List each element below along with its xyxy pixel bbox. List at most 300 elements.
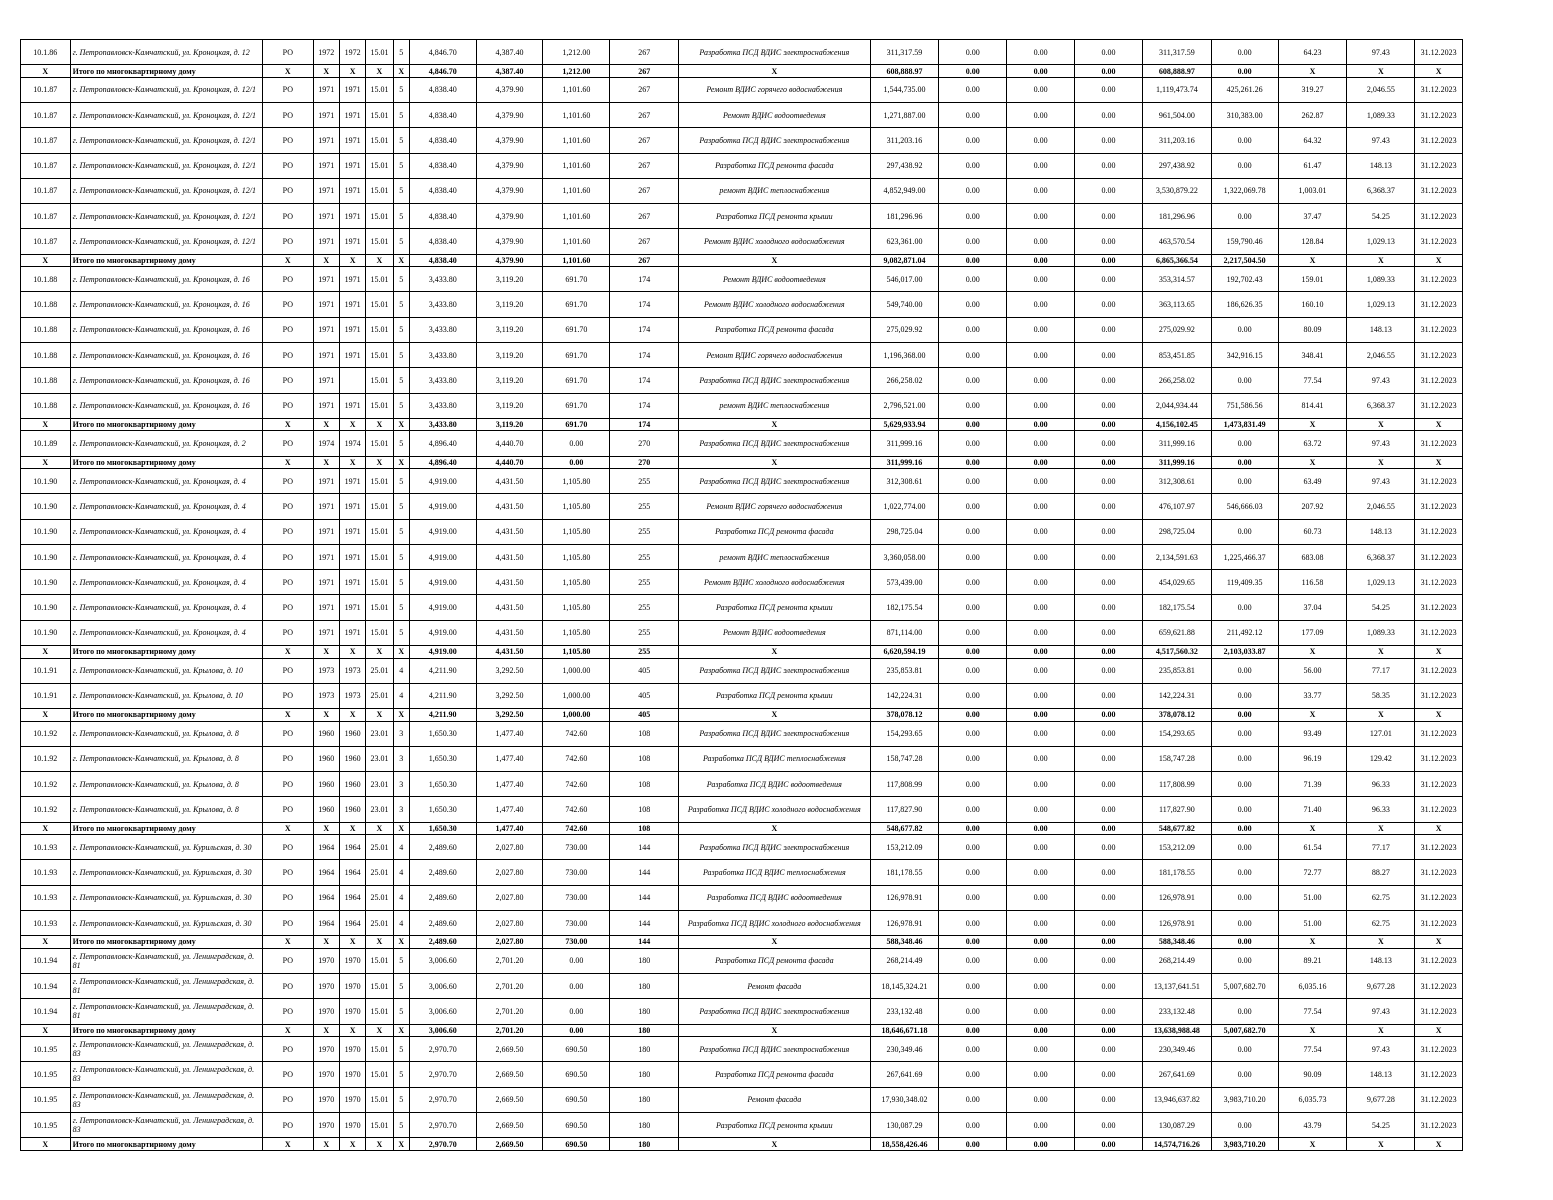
address-cell: г. Петропавловск-Камчатский, ул. Кроноцкая, д. 4 xyxy=(70,494,262,519)
total-row xyxy=(21,1024,1463,1037)
max-unit-cost-cell: 6,368.37 xyxy=(1347,178,1415,203)
deadline-cell: 31.12.2023 xyxy=(1415,797,1463,822)
fund-other-cell: 2,217,504.50 xyxy=(1211,254,1278,267)
total-area-cell: 2,970.70 xyxy=(409,1062,476,1087)
cost-cell: 311,999.16 xyxy=(870,456,939,469)
living-area-cell: 2,669.50 xyxy=(476,1037,543,1062)
unit-cost-cell: 61.47 xyxy=(1278,153,1347,178)
commission-year-cell: 1970 xyxy=(339,1037,365,1062)
deadline-cell: 31.12.2023 xyxy=(1415,292,1463,317)
total-area-cell: 4,896.40 xyxy=(409,456,476,469)
living-area-cell: 3,119.20 xyxy=(476,267,543,292)
fund-1-cell: 0.00 xyxy=(939,40,1007,65)
unit-cost-cell: 37.04 xyxy=(1278,595,1347,620)
address-cell: г. Петропавловск-Камчатский, ул. Кроноцкая, д. 4 xyxy=(70,544,262,569)
wear-date-cell: X xyxy=(366,936,393,949)
owner-type-cell: РО xyxy=(263,494,314,519)
nonliving-area-cell: 1,105.80 xyxy=(543,645,610,658)
nonliving-area-cell: 742.60 xyxy=(543,797,610,822)
floors-cell: 5 xyxy=(393,342,409,367)
wear-date-cell: 25.01 xyxy=(366,860,393,885)
fund-owners-cell: 117,827.90 xyxy=(1142,797,1211,822)
table-row xyxy=(21,342,1463,367)
address-cell: г. Петропавловск-Камчатский, ул. Курильская, д. 30 xyxy=(70,860,262,885)
commission-year-cell: 1970 xyxy=(339,1112,365,1137)
max-unit-cost-cell: 6,368.37 xyxy=(1347,393,1415,418)
cost-cell: 142,224.31 xyxy=(870,683,939,708)
owner-type-cell: X xyxy=(263,254,314,267)
fund-2-cell: 0.00 xyxy=(1007,103,1075,128)
wear-date-cell: X xyxy=(366,456,393,469)
row-number-cell: 10.1.90 xyxy=(21,570,71,595)
fund-2-cell: 0.00 xyxy=(1007,317,1075,342)
owner-type-cell: РО xyxy=(263,368,314,393)
nonliving-area-cell: 1,101.60 xyxy=(543,254,610,267)
address-cell: г. Петропавловск-Камчатский, ул. Кроноцкая, д. 12/1 xyxy=(70,204,262,229)
row-number-cell: 10.1.87 xyxy=(21,204,71,229)
fund-3-cell: 0.00 xyxy=(1075,1087,1143,1112)
row-number-cell: X xyxy=(21,936,71,949)
fund-3-cell: 0.00 xyxy=(1075,456,1143,469)
commission-year-cell: 1971 xyxy=(339,229,365,254)
work-type-cell: ремонт ВДИС теплоснабжения xyxy=(679,393,870,418)
wear-date-cell: 15.01 xyxy=(366,153,393,178)
deadline-cell: 31.12.2023 xyxy=(1415,77,1463,102)
fund-2-cell: 0.00 xyxy=(1007,519,1075,544)
fund-owners-cell: 182,175.54 xyxy=(1142,595,1211,620)
row-number-cell: 10.1.90 xyxy=(21,544,71,569)
fund-2-cell: 0.00 xyxy=(1007,683,1075,708)
build-year-cell: 1971 xyxy=(313,620,339,645)
build-year-cell: X xyxy=(313,456,339,469)
total-area-cell: 3,006.60 xyxy=(409,1024,476,1037)
total-area-cell: 2,970.70 xyxy=(409,1138,476,1151)
living-area-cell: 3,119.20 xyxy=(476,368,543,393)
owner-type-cell: РО xyxy=(263,267,314,292)
nonliving-area-cell: 1,101.60 xyxy=(543,128,610,153)
residents-cell: 255 xyxy=(610,519,679,544)
work-type-cell: Разработка ПСД ВДИС электроснабжения xyxy=(679,128,870,153)
wear-date-cell: 15.01 xyxy=(366,292,393,317)
fund-1-cell: 0.00 xyxy=(939,317,1007,342)
fund-owners-cell: 267,641.69 xyxy=(1142,1062,1211,1087)
build-year-cell: 1971 xyxy=(313,178,339,203)
table-row xyxy=(21,368,1463,393)
living-area-cell: 3,119.20 xyxy=(476,292,543,317)
deadline-cell: 31.12.2023 xyxy=(1415,885,1463,910)
fund-2-cell: 0.00 xyxy=(1007,974,1075,999)
total-area-cell: 4,919.00 xyxy=(409,469,476,494)
address-cell: г. Петропавловск-Камчатский, ул. Курильская, д. 30 xyxy=(70,835,262,860)
commission-year-cell: 1964 xyxy=(339,835,365,860)
living-area-cell: 4,440.70 xyxy=(476,431,543,456)
owner-type-cell: РО xyxy=(263,544,314,569)
fund-owners-cell: 268,214.49 xyxy=(1142,948,1211,973)
total-area-cell: 3,433.80 xyxy=(409,317,476,342)
work-type-cell: X xyxy=(679,418,870,431)
owner-type-cell: РО xyxy=(263,910,314,935)
fund-3-cell: 0.00 xyxy=(1075,544,1143,569)
work-type-cell: Разработка ПСД ремонта крыши xyxy=(679,683,870,708)
total-area-cell: 1,650.30 xyxy=(409,797,476,822)
fund-1-cell: 0.00 xyxy=(939,709,1007,722)
fund-2-cell: 0.00 xyxy=(1007,772,1075,797)
cost-cell: 268,214.49 xyxy=(870,948,939,973)
owner-type-cell: РО xyxy=(263,595,314,620)
row-number-cell: X xyxy=(21,1138,71,1151)
residents-cell: 270 xyxy=(610,456,679,469)
fund-1-cell: 0.00 xyxy=(939,368,1007,393)
fund-1-cell: 0.00 xyxy=(939,885,1007,910)
nonliving-area-cell: 1,000.00 xyxy=(543,658,610,683)
build-year-cell: X xyxy=(313,65,339,78)
fund-other-cell: 0.00 xyxy=(1211,431,1278,456)
address-cell: г. Петропавловск-Камчатский, ул. Кроноцкая, д. 12/1 xyxy=(70,229,262,254)
commission-year-cell: 1970 xyxy=(339,948,365,973)
wear-date-cell: 15.01 xyxy=(366,368,393,393)
nonliving-area-cell: 690.50 xyxy=(543,1112,610,1137)
floors-cell: 5 xyxy=(393,292,409,317)
fund-other-cell: 751,586.56 xyxy=(1211,393,1278,418)
nonliving-area-cell: 691.70 xyxy=(543,393,610,418)
max-unit-cost-cell: 1,089.33 xyxy=(1347,267,1415,292)
total-area-cell: 3,433.80 xyxy=(409,368,476,393)
deadline-cell: X xyxy=(1415,709,1463,722)
deadline-cell: 31.12.2023 xyxy=(1415,595,1463,620)
wear-date-cell: 15.01 xyxy=(366,317,393,342)
fund-3-cell: 0.00 xyxy=(1075,519,1143,544)
fund-2-cell: 0.00 xyxy=(1007,418,1075,431)
commission-year-cell: 1971 xyxy=(339,595,365,620)
cost-cell: 5,629,933.94 xyxy=(870,418,939,431)
unit-cost-cell: 43.79 xyxy=(1278,1112,1347,1137)
nonliving-area-cell: 730.00 xyxy=(543,885,610,910)
address-cell: г. Петропавловск-Камчатский, ул. Крылова, д. 8 xyxy=(70,797,262,822)
work-type-cell: Разработка ПСД ремонта фасада xyxy=(679,153,870,178)
residents-cell: 255 xyxy=(610,494,679,519)
fund-other-cell: 0.00 xyxy=(1211,40,1278,65)
max-unit-cost-cell: 97.43 xyxy=(1347,128,1415,153)
unit-cost-cell: 177.09 xyxy=(1278,620,1347,645)
floors-cell: 5 xyxy=(393,1087,409,1112)
row-number-cell: X xyxy=(21,65,71,78)
commission-year-cell: X xyxy=(339,709,365,722)
cost-cell: 182,175.54 xyxy=(870,595,939,620)
fund-other-cell: 0.00 xyxy=(1211,936,1278,949)
commission-year-cell: X xyxy=(339,822,365,835)
deadline-cell: 31.12.2023 xyxy=(1415,368,1463,393)
max-unit-cost-cell: 97.43 xyxy=(1347,368,1415,393)
cost-cell: 2,796,521.00 xyxy=(870,393,939,418)
residents-cell: 180 xyxy=(610,1087,679,1112)
max-unit-cost-cell: 2,046.55 xyxy=(1347,77,1415,102)
fund-3-cell: 0.00 xyxy=(1075,418,1143,431)
total-area-cell: 4,846.70 xyxy=(409,65,476,78)
fund-3-cell: 0.00 xyxy=(1075,1112,1143,1137)
fund-other-cell: 0.00 xyxy=(1211,835,1278,860)
commission-year-cell: 1971 xyxy=(339,77,365,102)
cost-cell: 623,361.00 xyxy=(870,229,939,254)
wear-date-cell: X xyxy=(366,418,393,431)
fund-2-cell: 0.00 xyxy=(1007,570,1075,595)
deadline-cell: 31.12.2023 xyxy=(1415,544,1463,569)
address-cell: г. Петропавловск-Камчатский, ул. Крылова, д. 10 xyxy=(70,658,262,683)
residents-cell: 255 xyxy=(610,570,679,595)
wear-date-cell: 15.01 xyxy=(366,544,393,569)
unit-cost-cell: X xyxy=(1278,1024,1347,1037)
unit-cost-cell: 160.10 xyxy=(1278,292,1347,317)
address-cell: г. Петропавловск-Камчатский, ул. Кроноцкая, д. 4 xyxy=(70,519,262,544)
commission-year-cell: 1970 xyxy=(339,999,365,1024)
address-cell: г. Петропавловск-Камчатский, ул. Кроноцкая, д. 16 xyxy=(70,393,262,418)
fund-3-cell: 0.00 xyxy=(1075,683,1143,708)
owner-type-cell: X xyxy=(263,418,314,431)
nonliving-area-cell: 1,105.80 xyxy=(543,570,610,595)
residents-cell: 108 xyxy=(610,822,679,835)
row-number-cell: 10.1.94 xyxy=(21,948,71,973)
living-area-cell: 4,379.90 xyxy=(476,178,543,203)
build-year-cell: X xyxy=(313,822,339,835)
fund-3-cell: 0.00 xyxy=(1075,835,1143,860)
commission-year-cell: 1971 xyxy=(339,292,365,317)
residents-cell: 180 xyxy=(610,1024,679,1037)
deadline-cell: 31.12.2023 xyxy=(1415,128,1463,153)
fund-3-cell: 0.00 xyxy=(1075,469,1143,494)
wear-date-cell: 15.01 xyxy=(366,393,393,418)
fund-3-cell: 0.00 xyxy=(1075,1037,1143,1062)
residents-cell: 267 xyxy=(610,103,679,128)
residents-cell: 180 xyxy=(610,1062,679,1087)
fund-owners-cell: 233,132.48 xyxy=(1142,999,1211,1024)
address-cell: г. Петропавловск-Камчатский, ул. Кроноцкая, д. 12/1 xyxy=(70,103,262,128)
fund-1-cell: 0.00 xyxy=(939,658,1007,683)
fund-other-cell: 0.00 xyxy=(1211,128,1278,153)
fund-other-cell: 0.00 xyxy=(1211,317,1278,342)
work-type-cell: X xyxy=(679,709,870,722)
deadline-cell: 31.12.2023 xyxy=(1415,835,1463,860)
row-number-cell: 10.1.90 xyxy=(21,494,71,519)
cost-cell: 18,646,671.18 xyxy=(870,1024,939,1037)
unit-cost-cell: 6,035.73 xyxy=(1278,1087,1347,1112)
living-area-cell: 3,119.20 xyxy=(476,342,543,367)
fund-3-cell: 0.00 xyxy=(1075,1062,1143,1087)
unit-cost-cell: X xyxy=(1278,645,1347,658)
commission-year-cell: 1964 xyxy=(339,860,365,885)
fund-1-cell: 0.00 xyxy=(939,178,1007,203)
fund-other-cell: 0.00 xyxy=(1211,1037,1278,1062)
build-year-cell: X xyxy=(313,1024,339,1037)
total-area-cell: 1,650.30 xyxy=(409,772,476,797)
total-row xyxy=(21,645,1463,658)
row-number-cell: 10.1.92 xyxy=(21,721,71,746)
residents-cell: 108 xyxy=(610,797,679,822)
owner-type-cell: РО xyxy=(263,103,314,128)
fund-3-cell: 0.00 xyxy=(1075,292,1143,317)
residents-cell: 108 xyxy=(610,746,679,771)
nonliving-area-cell: 690.50 xyxy=(543,1037,610,1062)
floors-cell: 3 xyxy=(393,746,409,771)
floors-cell: X xyxy=(393,709,409,722)
fund-3-cell: 0.00 xyxy=(1075,103,1143,128)
row-number-cell: 10.1.87 xyxy=(21,153,71,178)
floors-cell: 5 xyxy=(393,999,409,1024)
fund-3-cell: 0.00 xyxy=(1075,948,1143,973)
fund-1-cell: 0.00 xyxy=(939,974,1007,999)
unit-cost-cell: 71.39 xyxy=(1278,772,1347,797)
work-type-cell: Разработка ПСД ВДИС теплоснабжения xyxy=(679,860,870,885)
row-number-cell: 10.1.90 xyxy=(21,519,71,544)
fund-3-cell: 0.00 xyxy=(1075,595,1143,620)
max-unit-cost-cell: X xyxy=(1347,822,1415,835)
residents-cell: 108 xyxy=(610,721,679,746)
address-cell: г. Петропавловск-Камчатский, ул. Ленинградская, д. 83 xyxy=(70,1062,262,1087)
fund-other-cell: 0.00 xyxy=(1211,709,1278,722)
residents-cell: 267 xyxy=(610,254,679,267)
deadline-cell: 31.12.2023 xyxy=(1415,317,1463,342)
table-row xyxy=(21,103,1463,128)
cost-cell: 3,360,058.00 xyxy=(870,544,939,569)
address-cell: г. Петропавловск-Камчатский, ул. Кроноцкая, д. 12/1 xyxy=(70,128,262,153)
fund-other-cell: 1,473,831.49 xyxy=(1211,418,1278,431)
fund-other-cell: 342,916.15 xyxy=(1211,342,1278,367)
floors-cell: 5 xyxy=(393,153,409,178)
fund-2-cell: 0.00 xyxy=(1007,153,1075,178)
row-number-cell: 10.1.95 xyxy=(21,1037,71,1062)
floors-cell: 4 xyxy=(393,683,409,708)
wear-date-cell: 15.01 xyxy=(366,999,393,1024)
build-year-cell: 1971 xyxy=(313,229,339,254)
wear-date-cell: 15.01 xyxy=(366,1112,393,1137)
wear-date-cell: 15.01 xyxy=(366,77,393,102)
work-type-cell: Разработка ПСД ВДИС электроснабжения xyxy=(679,835,870,860)
fund-owners-cell: 311,999.16 xyxy=(1142,431,1211,456)
build-year-cell: 1971 xyxy=(313,292,339,317)
total-area-cell: 1,650.30 xyxy=(409,746,476,771)
total-area-cell: 3,433.80 xyxy=(409,393,476,418)
unit-cost-cell: 93.49 xyxy=(1278,721,1347,746)
fund-1-cell: 0.00 xyxy=(939,204,1007,229)
floors-cell: 4 xyxy=(393,860,409,885)
commission-year-cell: 1971 xyxy=(339,103,365,128)
work-type-cell: Разработка ПСД ремонта крыши xyxy=(679,595,870,620)
work-type-cell: X xyxy=(679,1024,870,1037)
build-year-cell: 1964 xyxy=(313,910,339,935)
table-row xyxy=(21,1037,1463,1062)
residents-cell: 174 xyxy=(610,317,679,342)
build-year-cell: 1964 xyxy=(313,835,339,860)
fund-2-cell: 0.00 xyxy=(1007,658,1075,683)
table-row xyxy=(21,267,1463,292)
total-area-cell: 3,433.80 xyxy=(409,342,476,367)
table-row xyxy=(21,595,1463,620)
fund-1-cell: 0.00 xyxy=(939,910,1007,935)
cost-cell: 154,293.65 xyxy=(870,721,939,746)
max-unit-cost-cell: X xyxy=(1347,254,1415,267)
wear-date-cell: 15.01 xyxy=(366,469,393,494)
nonliving-area-cell: 0.00 xyxy=(543,974,610,999)
fund-3-cell: 0.00 xyxy=(1075,822,1143,835)
max-unit-cost-cell: 97.43 xyxy=(1347,40,1415,65)
commission-year-cell: 1971 xyxy=(339,204,365,229)
nonliving-area-cell: 1,101.60 xyxy=(543,153,610,178)
fund-1-cell: 0.00 xyxy=(939,342,1007,367)
fund-owners-cell: 235,853.81 xyxy=(1142,658,1211,683)
nonliving-area-cell: 1,105.80 xyxy=(543,544,610,569)
row-number-cell: X xyxy=(21,254,71,267)
max-unit-cost-cell: 96.33 xyxy=(1347,797,1415,822)
commission-year-cell: 1960 xyxy=(339,721,365,746)
living-area-cell: 2,027.80 xyxy=(476,910,543,935)
fund-1-cell: 0.00 xyxy=(939,772,1007,797)
fund-1-cell: 0.00 xyxy=(939,570,1007,595)
floors-cell: X xyxy=(393,645,409,658)
max-unit-cost-cell: 97.43 xyxy=(1347,1037,1415,1062)
fund-1-cell: 0.00 xyxy=(939,797,1007,822)
row-number-cell: 10.1.93 xyxy=(21,910,71,935)
max-unit-cost-cell: 148.13 xyxy=(1347,153,1415,178)
build-year-cell: 1971 xyxy=(313,204,339,229)
floors-cell: 3 xyxy=(393,721,409,746)
wear-date-cell: 15.01 xyxy=(366,204,393,229)
fund-2-cell: 0.00 xyxy=(1007,885,1075,910)
max-unit-cost-cell: X xyxy=(1347,456,1415,469)
cost-cell: 573,439.00 xyxy=(870,570,939,595)
deadline-cell: 31.12.2023 xyxy=(1415,1037,1463,1062)
cost-cell: 588,348.46 xyxy=(870,936,939,949)
work-type-cell: Ремонт ВДИС холодного водоснабжения xyxy=(679,229,870,254)
living-area-cell: 4,431.50 xyxy=(476,620,543,645)
table-row xyxy=(21,77,1463,102)
fund-owners-cell: 14,574,716.26 xyxy=(1142,1138,1211,1151)
build-year-cell: 1971 xyxy=(313,267,339,292)
table-row xyxy=(21,153,1463,178)
deadline-cell: 31.12.2023 xyxy=(1415,721,1463,746)
commission-year-cell: X xyxy=(339,65,365,78)
fund-2-cell: 0.00 xyxy=(1007,746,1075,771)
total-area-cell: 4,896.40 xyxy=(409,431,476,456)
floors-cell: 5 xyxy=(393,544,409,569)
fund-owners-cell: 154,293.65 xyxy=(1142,721,1211,746)
total-area-cell: 4,838.40 xyxy=(409,204,476,229)
address-cell: г. Петропавловск-Камчатский, ул. Крылова, д. 8 xyxy=(70,721,262,746)
floors-cell: 4 xyxy=(393,658,409,683)
nonliving-area-cell: 1,000.00 xyxy=(543,683,610,708)
row-number-cell: 10.1.95 xyxy=(21,1087,71,1112)
floors-cell: 3 xyxy=(393,797,409,822)
residents-cell: 267 xyxy=(610,77,679,102)
commission-year-cell: 1971 xyxy=(339,570,365,595)
commission-year-cell: 1972 xyxy=(339,40,365,65)
table-row xyxy=(21,469,1463,494)
deadline-cell: 31.12.2023 xyxy=(1415,860,1463,885)
work-type-cell: Ремонт ВДИС горячего водоснабжения xyxy=(679,494,870,519)
nonliving-area-cell: 1,000.00 xyxy=(543,709,610,722)
fund-owners-cell: 853,451.85 xyxy=(1142,342,1211,367)
address-cell: г. Петропавловск-Камчатский, ул. Кроноцкая, д. 4 xyxy=(70,570,262,595)
commission-year-cell: 1960 xyxy=(339,746,365,771)
max-unit-cost-cell: 97.43 xyxy=(1347,431,1415,456)
work-type-cell: Разработка ПСД ремонта фасада xyxy=(679,1062,870,1087)
deadline-cell: 31.12.2023 xyxy=(1415,342,1463,367)
address-cell: г. Петропавловск-Камчатский, ул. Кроноцкая, д. 12/1 xyxy=(70,153,262,178)
table-row xyxy=(21,620,1463,645)
unit-cost-cell: 262.87 xyxy=(1278,103,1347,128)
nonliving-area-cell: 730.00 xyxy=(543,910,610,935)
work-type-cell: X xyxy=(679,456,870,469)
cost-cell: 1,544,735.00 xyxy=(870,77,939,102)
cost-cell: 1,022,774.00 xyxy=(870,494,939,519)
commission-year-cell: X xyxy=(339,1138,365,1151)
